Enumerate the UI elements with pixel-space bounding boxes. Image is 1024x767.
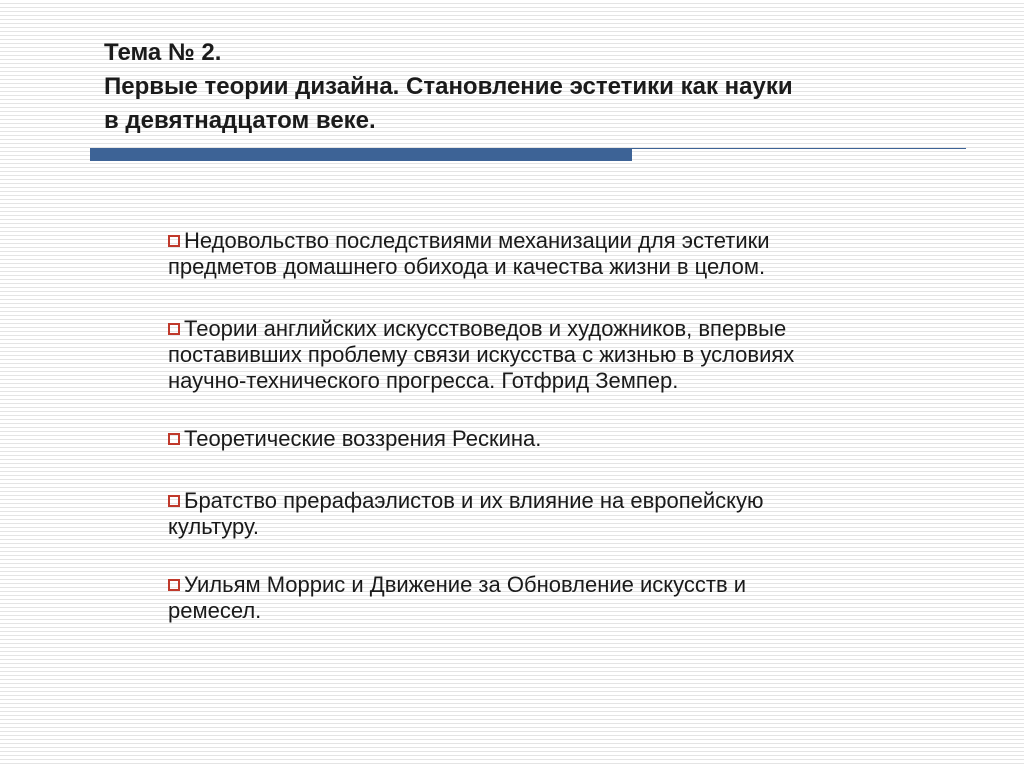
bullet-2-line-2: поставивших проблему связи искусства с жизнью в условиях <box>168 342 795 367</box>
title-line-3: в девятнадцатом веке. <box>104 107 376 134</box>
title-line-1: Тема № 2. <box>104 39 222 66</box>
hollow-square-bullet-icon <box>168 579 180 591</box>
hollow-square-bullet-icon <box>168 433 180 445</box>
bullet-4-line-2: культуру. <box>168 514 259 539</box>
bullet-5-line-2: ремесел. <box>168 598 262 623</box>
bullet-item-5 <box>168 572 948 624</box>
hollow-square-bullet-icon <box>168 323 180 335</box>
bullet-4-line-1: Братство прерафаэлистов и их влияние на европейскую <box>184 488 764 513</box>
hollow-square-bullet-icon <box>168 495 180 507</box>
bullet-item-2 <box>168 316 948 394</box>
bullet-item-4 <box>168 488 948 540</box>
title-line-2: Первые теории дизайна. Становление эстетики как науки <box>104 73 793 100</box>
bullet-5-line-1: Уильям Моррис и Движение за Обновление искусств и <box>184 572 747 597</box>
title-underline-thick <box>90 148 632 161</box>
bullet-2-line-1: Теории английских искусствоведов и художников, впервые <box>184 316 787 341</box>
slide-title <box>104 36 964 138</box>
bullet-1-line-2: предметов домашнего обихода и качества жизни в целом. <box>168 254 766 279</box>
hollow-square-bullet-icon <box>168 235 180 247</box>
bullet-item-3 <box>168 426 948 452</box>
bullet-1-line-1: Недовольство последствиями механизации для эстетики <box>184 228 770 253</box>
bullet-3-line-1: Теоретические воззрения Рескина. <box>184 426 542 451</box>
bullet-item-1 <box>168 228 948 280</box>
bullet-2-line-3: научно-технического прогресса. Готфрид Земпер. <box>168 368 679 393</box>
title-underline-thin <box>632 148 966 149</box>
